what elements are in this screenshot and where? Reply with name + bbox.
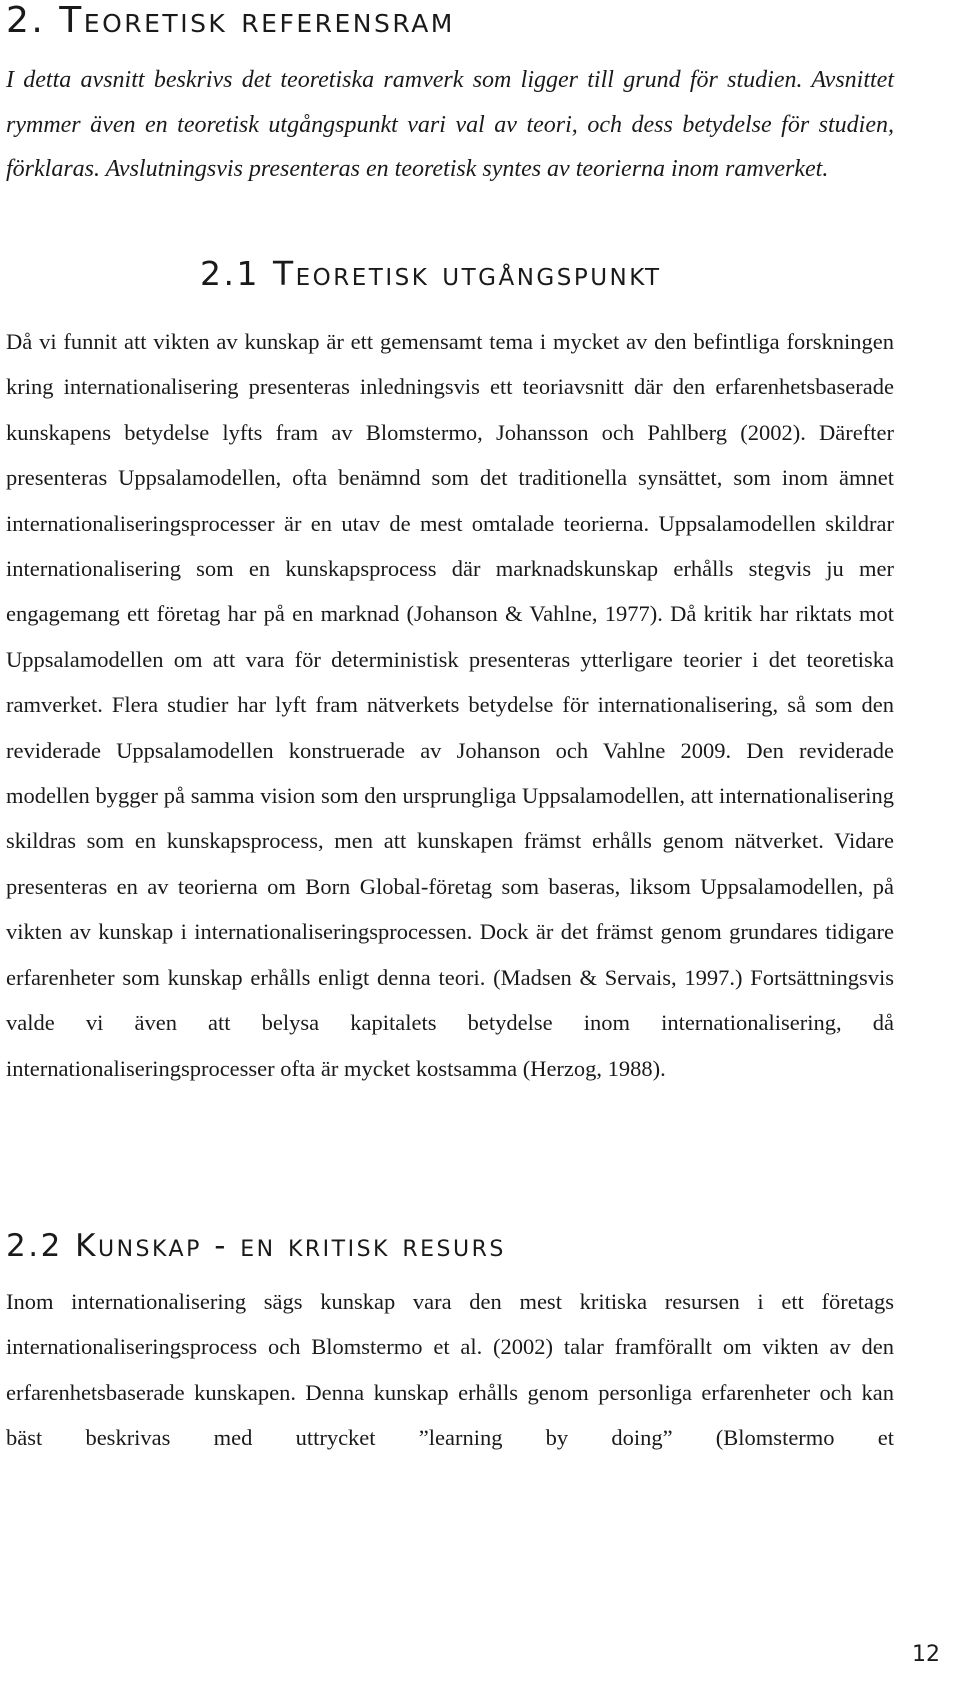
- section-paragraph-2-1: Då vi funnit att vikten av kunskap är ett gemensamt tema i mycket av den befintliga forskningen kring internationalisering presenteras inledningsvis ett teoriavsnitt där den erfarenhetsbaserade kunskapens betydelse lyfts fram av Blomstermo, Johansson och Pahlberg (2002). Därefter presenteras Uppsalamodellen, ofta benämnd som det traditionella synsättet, som inom ämnet internationaliseringsprocesser är en utav de mest omtalade teorierna. Uppsalamodellen skildrar internationalisering som en kunskapsprocess där marknadskunskap erhålls stegvis ju mer engagemang ett företag har på en marknad (Johanson & Vahlne, 1977). Då kritik har riktats mot Uppsalamodellen om att vara för deterministisk presenteras ytterligare teorier i det teoretiska ramverket. Flera studier har lyft fram nätverkets betydelse för internationalisering, så som den reviderade Uppsalamodellen konstruerade av Johanson och Vahlne 2009. Den reviderade modellen bygger på samma vision som den ursprungliga Uppsalamodellen, att internationalisering skildras som en kunskapsprocess, men att kunskapen främst erhålls genom nätverket. Vidare presenteras en av teorierna om Born Global-företag som baseras, liksom Uppsalamodellen, på vikten av kunskap i internationaliseringsprocessen. Dock är det främst genom grundares tidigare erfarenheter som kunskap erhålls enligt denna teori. (Madsen & Servais, 1997.) Fortsättningsvis valde vi även att belysa kapitalets betydelse inom internationalisering, då internationaliseringsprocesser ofta är mycket kostsamma (Herzog, 1988).: [6, 329, 894, 1081]
- chapter-title: 2. Teoretisk referensram: [6, 0, 455, 41]
- section-heading-2-1: 2.1 Teoretisk utgångspunkt: [200, 254, 662, 293]
- chapter-intro: I detta avsnitt beskrivs det teoretiska ramverk som ligger till grund för studien. Avsnittet rymmer även en teoretisk utgångspunkt vari val av teori, och dess betydelse för studien, förklaras. Avslutningsvis presenteras en teoretisk syntes av teorierna inom ramverket.: [6, 67, 894, 182]
- section-paragraph-2-2: Inom internationalisering sägs kunskap vara den mest kritiska resursen i ett företags internationaliseringsprocess och Blomstermo et al. (2002) talar framförallt om vikten av den erfarenhetsbaserade kunskapen. Denna kunskap erhålls genom personliga erfarenheter och kan bäst beskrivas med uttrycket ”learning by doing” (Blomstermo et: [6, 1289, 894, 1451]
- section-heading-2-2: 2.2 Kunskap - en kritisk resurs: [6, 1228, 506, 1264]
- page-number: 12: [912, 1642, 940, 1667]
